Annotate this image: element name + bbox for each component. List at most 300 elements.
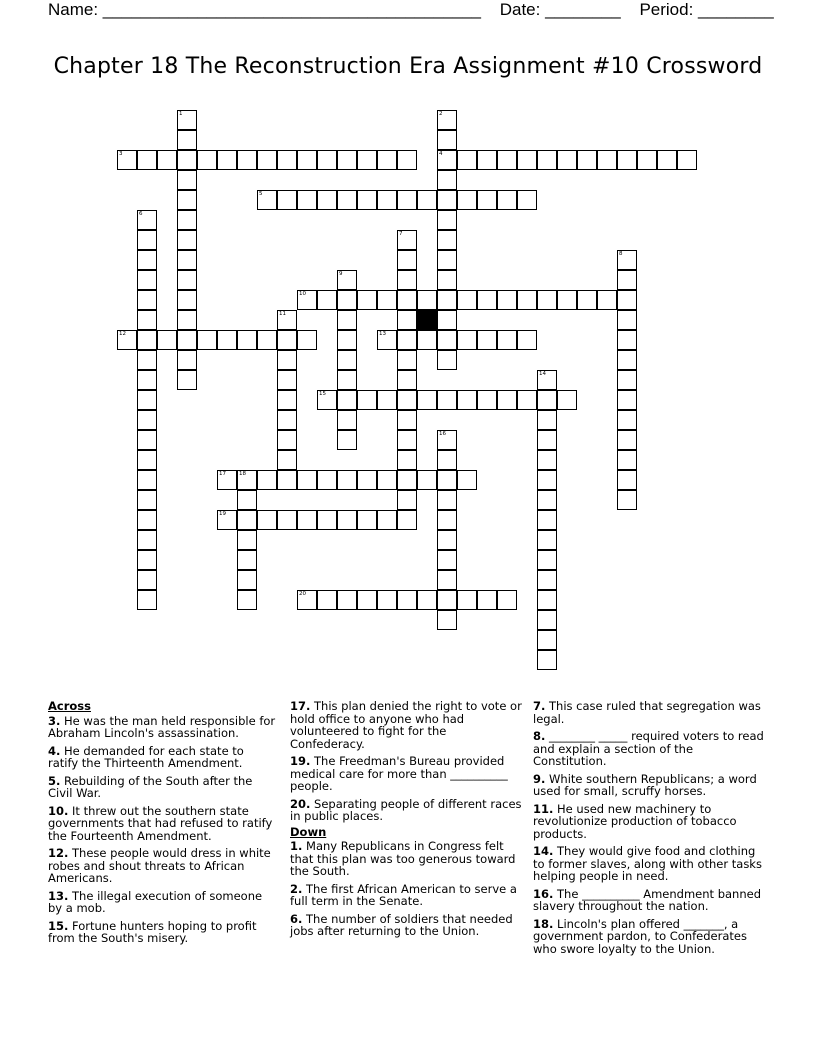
- answer-cell[interactable]: [237, 570, 257, 590]
- answer-cell[interactable]: [537, 430, 557, 450]
- clue-text: Rebuilding of the South after the Civil War.: [48, 773, 253, 800]
- cell-number: 14: [539, 371, 546, 377]
- answer-cell[interactable]: [337, 430, 357, 450]
- answer-cell[interactable]: [237, 550, 257, 570]
- answer-cell[interactable]: [597, 150, 617, 170]
- answer-cell[interactable]: [137, 210, 157, 230]
- answer-cell[interactable]: [277, 190, 297, 210]
- clue-number: 5.: [48, 773, 61, 788]
- answer-cell[interactable]: [337, 290, 357, 310]
- answer-cell[interactable]: [257, 150, 277, 170]
- answer-cell[interactable]: [137, 510, 157, 530]
- answer-cell[interactable]: [137, 330, 157, 350]
- clue-text: Many Republicans in Congress felt that this plan was too generous toward the South.: [290, 839, 516, 878]
- clue-text: They would give food and clothing to former slaves, along with other tasks helping people in need.: [533, 844, 762, 883]
- answer-cell[interactable]: [477, 330, 497, 350]
- clue-across-3: [48, 715, 276, 740]
- answer-cell[interactable]: [377, 390, 397, 410]
- answer-cell[interactable]: [137, 590, 157, 610]
- answer-cell[interactable]: [317, 150, 337, 170]
- answer-cell[interactable]: [177, 130, 197, 150]
- answer-cell[interactable]: [617, 370, 637, 390]
- answer-cell[interactable]: [477, 290, 497, 310]
- answer-cell[interactable]: [437, 130, 457, 150]
- answer-cell[interactable]: [117, 330, 137, 350]
- clue-text: The first African American to serve a full term in the Senate.: [290, 881, 517, 908]
- answer-cell[interactable]: [497, 330, 517, 350]
- answer-cell[interactable]: [377, 150, 397, 170]
- answer-cell[interactable]: [357, 190, 377, 210]
- clue-down-16: [533, 888, 769, 913]
- answer-cell[interactable]: [617, 250, 637, 270]
- answer-cell[interactable]: [657, 150, 677, 170]
- answer-cell[interactable]: [317, 190, 337, 210]
- name-field[interactable]: Name: ________________________________________: [48, 0, 481, 19]
- answer-cell[interactable]: [437, 290, 457, 310]
- answer-cell[interactable]: [357, 510, 377, 530]
- answer-cell[interactable]: [317, 510, 337, 530]
- clue-text: The number of soldiers that needed jobs after returning to the Union.: [290, 911, 513, 938]
- answer-cell[interactable]: [177, 310, 197, 330]
- answer-cell[interactable]: [397, 310, 417, 330]
- answer-cell[interactable]: [337, 470, 357, 490]
- clue-text: Lincoln's plan offered _______, a government pardon, to Confederates who swore loyalty to the Union.: [533, 916, 747, 956]
- answer-cell[interactable]: [437, 330, 457, 350]
- answer-cell[interactable]: [397, 190, 417, 210]
- answer-cell[interactable]: [537, 510, 557, 530]
- cell-number: 16: [439, 431, 446, 437]
- answer-cell[interactable]: [337, 370, 357, 390]
- answer-cell[interactable]: [537, 530, 557, 550]
- answer-cell[interactable]: [277, 390, 297, 410]
- answer-cell[interactable]: [417, 290, 437, 310]
- clue-down-18: [533, 918, 769, 956]
- answer-cell[interactable]: [537, 570, 557, 590]
- answer-cell[interactable]: [137, 310, 157, 330]
- clues-column-3: [533, 700, 769, 960]
- answer-cell[interactable]: [337, 190, 357, 210]
- answer-cell[interactable]: [277, 450, 297, 470]
- answer-cell[interactable]: [537, 290, 557, 310]
- answer-cell[interactable]: [477, 190, 497, 210]
- answer-cell[interactable]: [417, 590, 437, 610]
- answer-cell[interactable]: [397, 490, 417, 510]
- answer-cell[interactable]: [157, 150, 177, 170]
- answer-cell[interactable]: [617, 290, 637, 310]
- page-title: Chapter 18 The Reconstruction Era Assignment #10 Crossword: [53, 54, 763, 79]
- answer-cell[interactable]: [277, 310, 297, 330]
- answer-cell[interactable]: [477, 150, 497, 170]
- down-heading: Down: [290, 824, 327, 839]
- answer-cell[interactable]: [557, 290, 577, 310]
- clue-text: It threw out the southern state governments that had refused to ratify the Fourteenth Amendment.: [48, 803, 273, 843]
- answer-cell[interactable]: [437, 470, 457, 490]
- clue-text: The illegal execution of someone by a mob.: [48, 888, 263, 915]
- clue-number: 18.: [533, 916, 554, 931]
- clue-across-17: [290, 700, 524, 750]
- answer-cell[interactable]: [457, 190, 477, 210]
- answer-cell[interactable]: [137, 450, 157, 470]
- answer-cell[interactable]: [397, 410, 417, 430]
- answer-cell[interactable]: [377, 330, 397, 350]
- answer-cell[interactable]: [437, 170, 457, 190]
- answer-cell[interactable]: [357, 290, 377, 310]
- answer-cell[interactable]: [537, 490, 557, 510]
- clue-down-9: [533, 773, 769, 798]
- answer-cell[interactable]: [497, 190, 517, 210]
- answer-cell[interactable]: [137, 410, 157, 430]
- answer-cell[interactable]: [297, 510, 317, 530]
- answer-cell[interactable]: [237, 490, 257, 510]
- answer-cell[interactable]: [457, 390, 477, 410]
- clue-across-12: [48, 847, 276, 885]
- answer-cell[interactable]: [317, 470, 337, 490]
- answer-cell[interactable]: [617, 490, 637, 510]
- answer-cell[interactable]: [177, 290, 197, 310]
- answer-cell[interactable]: [617, 430, 637, 450]
- answer-cell[interactable]: [457, 470, 477, 490]
- clue-number: 4.: [48, 743, 61, 758]
- answer-cell[interactable]: [617, 450, 637, 470]
- answer-cell[interactable]: [377, 190, 397, 210]
- answer-cell[interactable]: [137, 490, 157, 510]
- answer-cell[interactable]: [537, 590, 557, 610]
- clue-down-11: [533, 803, 769, 841]
- answer-cell[interactable]: [517, 290, 537, 310]
- answer-cell[interactable]: [537, 470, 557, 490]
- answer-cell[interactable]: [237, 330, 257, 350]
- answer-cell[interactable]: [317, 390, 337, 410]
- clues-column-1: [48, 700, 276, 950]
- answer-cell[interactable]: [377, 470, 397, 490]
- answer-cell[interactable]: [437, 150, 457, 170]
- answer-cell[interactable]: [417, 470, 437, 490]
- cell-number: 11: [279, 311, 286, 317]
- answer-cell[interactable]: [197, 330, 217, 350]
- clue-text: White southern Republicans; a word used for small, scruffy horses.: [533, 771, 757, 798]
- answer-cell[interactable]: [137, 430, 157, 450]
- clue-number: 6.: [290, 911, 303, 926]
- answer-cell[interactable]: [217, 510, 237, 530]
- answer-cell[interactable]: [437, 570, 457, 590]
- clue-across-13: [48, 890, 276, 915]
- answer-cell[interactable]: [617, 150, 637, 170]
- clue-number: 11.: [533, 801, 554, 816]
- answer-cell[interactable]: [477, 390, 497, 410]
- answer-cell[interactable]: [637, 150, 657, 170]
- answer-cell[interactable]: [137, 270, 157, 290]
- cell-number: 9: [339, 271, 343, 277]
- clues-column-2: [290, 700, 524, 943]
- black-square: [417, 310, 437, 330]
- clue-number: 3.: [48, 713, 61, 728]
- answer-cell[interactable]: [397, 150, 417, 170]
- answer-cell[interactable]: [437, 430, 457, 450]
- answer-cell[interactable]: [237, 590, 257, 610]
- cell-number: 1: [179, 111, 183, 117]
- clue-number: 12.: [48, 846, 69, 860]
- answer-cell[interactable]: [517, 150, 537, 170]
- answer-cell[interactable]: [437, 190, 457, 210]
- clue-number: 14.: [533, 844, 554, 858]
- answer-cell[interactable]: [397, 390, 417, 410]
- answer-cell[interactable]: [377, 590, 397, 610]
- answer-cell[interactable]: [357, 470, 377, 490]
- answer-cell[interactable]: [537, 650, 557, 670]
- cell-number: 8: [619, 251, 623, 257]
- answer-cell[interactable]: [597, 290, 617, 310]
- answer-cell[interactable]: [357, 150, 377, 170]
- answer-cell[interactable]: [377, 290, 397, 310]
- answer-cell[interactable]: [437, 530, 457, 550]
- answer-cell[interactable]: [397, 450, 417, 470]
- answer-cell[interactable]: [417, 190, 437, 210]
- date-field[interactable]: Date: ________: [499, 0, 621, 19]
- clue-number: 8.: [533, 729, 546, 743]
- cell-number: 4: [439, 151, 443, 157]
- clue-number: 19.: [290, 754, 311, 768]
- answer-cell[interactable]: [357, 590, 377, 610]
- answer-cell[interactable]: [437, 550, 457, 570]
- answer-cell[interactable]: [137, 370, 157, 390]
- answer-cell[interactable]: [497, 290, 517, 310]
- answer-cell[interactable]: [437, 250, 457, 270]
- clue-text: The Freedman's Bureau provided medical care for more than __________ people.: [290, 754, 508, 793]
- answer-cell[interactable]: [277, 150, 297, 170]
- clue-across-15: [48, 920, 276, 945]
- answer-cell[interactable]: [297, 330, 317, 350]
- answer-cell[interactable]: [537, 550, 557, 570]
- answer-cell[interactable]: [397, 350, 417, 370]
- answer-cell[interactable]: [257, 330, 277, 350]
- clue-down-7: [533, 700, 769, 725]
- answer-cell[interactable]: [277, 430, 297, 450]
- answer-cell[interactable]: [397, 470, 417, 490]
- answer-cell[interactable]: [517, 390, 537, 410]
- answer-cell[interactable]: [177, 330, 197, 350]
- answer-cell[interactable]: [557, 390, 577, 410]
- clue-number: 1.: [290, 839, 303, 853]
- answer-cell[interactable]: [537, 370, 557, 390]
- answer-cell[interactable]: [397, 510, 417, 530]
- answer-cell[interactable]: [137, 550, 157, 570]
- cell-number: 12: [119, 331, 126, 337]
- answer-cell[interactable]: [457, 150, 477, 170]
- answer-cell[interactable]: [137, 290, 157, 310]
- answer-cell[interactable]: [317, 590, 337, 610]
- answer-cell[interactable]: [437, 110, 457, 130]
- answer-cell[interactable]: [357, 390, 377, 410]
- answer-cell[interactable]: [177, 350, 197, 370]
- answer-cell[interactable]: [337, 310, 357, 330]
- answer-cell[interactable]: [237, 150, 257, 170]
- answer-cell[interactable]: [337, 270, 357, 290]
- answer-cell[interactable]: [397, 250, 417, 270]
- answer-cell[interactable]: [437, 210, 457, 230]
- answer-cell[interactable]: [237, 530, 257, 550]
- answer-cell[interactable]: [137, 250, 157, 270]
- answer-cell[interactable]: [237, 470, 257, 490]
- clue-across-10: [48, 805, 276, 843]
- answer-cell[interactable]: [397, 290, 417, 310]
- answer-cell[interactable]: [177, 270, 197, 290]
- answer-cell[interactable]: [477, 590, 497, 610]
- answer-cell[interactable]: [217, 330, 237, 350]
- answer-cell[interactable]: [297, 470, 317, 490]
- answer-cell[interactable]: [397, 230, 417, 250]
- answer-cell[interactable]: [277, 470, 297, 490]
- cell-number: 15: [319, 391, 326, 397]
- answer-cell[interactable]: [457, 590, 477, 610]
- answer-cell[interactable]: [337, 150, 357, 170]
- clue-text: These people would dress in white robes and shout threats to African Americans.: [48, 846, 271, 885]
- answer-cell[interactable]: [137, 570, 157, 590]
- answer-cell[interactable]: [517, 330, 537, 350]
- answer-cell[interactable]: [397, 370, 417, 390]
- answer-cell[interactable]: [497, 150, 517, 170]
- answer-cell[interactable]: [617, 410, 637, 430]
- answer-cell[interactable]: [137, 530, 157, 550]
- answer-cell[interactable]: [337, 330, 357, 350]
- answer-cell[interactable]: [137, 470, 157, 490]
- answer-cell[interactable]: [437, 270, 457, 290]
- cell-number: 3: [119, 151, 123, 157]
- answer-cell[interactable]: [177, 210, 197, 230]
- answer-cell[interactable]: [317, 290, 337, 310]
- cell-number: 20: [299, 591, 306, 597]
- period-field[interactable]: Period: ________: [639, 0, 774, 19]
- clue-down-8: [533, 730, 769, 768]
- answer-cell[interactable]: [437, 450, 457, 470]
- answer-cell[interactable]: [497, 390, 517, 410]
- answer-cell[interactable]: [137, 350, 157, 370]
- answer-cell[interactable]: [257, 190, 277, 210]
- clue-down-6: [290, 913, 524, 938]
- answer-cell[interactable]: [277, 510, 297, 530]
- answer-cell[interactable]: [177, 190, 197, 210]
- answer-cell[interactable]: [117, 150, 137, 170]
- answer-cell[interactable]: [297, 190, 317, 210]
- clue-number: 2.: [290, 881, 303, 896]
- answer-cell[interactable]: [437, 510, 457, 530]
- answer-cell[interactable]: [177, 250, 197, 270]
- answer-cell[interactable]: [537, 610, 557, 630]
- answer-cell[interactable]: [397, 590, 417, 610]
- answer-cell[interactable]: [437, 230, 457, 250]
- answer-cell[interactable]: [457, 330, 477, 350]
- answer-cell[interactable]: [217, 470, 237, 490]
- answer-cell[interactable]: [437, 310, 457, 330]
- answer-cell[interactable]: [537, 150, 557, 170]
- answer-cell[interactable]: [677, 150, 697, 170]
- answer-cell[interactable]: [337, 510, 357, 530]
- clue-text: This case ruled that segregation was legal.: [533, 699, 761, 726]
- answer-cell[interactable]: [577, 150, 597, 170]
- answer-cell[interactable]: [397, 270, 417, 290]
- clue-across-4: [48, 745, 276, 770]
- answer-cell[interactable]: [337, 350, 357, 370]
- answer-cell[interactable]: [437, 590, 457, 610]
- answer-cell[interactable]: [177, 150, 197, 170]
- clue-text: This plan denied the right to vote or hold office to anyone who had volunteered to fight for the Confederacy.: [290, 699, 522, 751]
- answer-cell[interactable]: [177, 370, 197, 390]
- answer-cell[interactable]: [137, 230, 157, 250]
- answer-cell[interactable]: [617, 270, 637, 290]
- answer-cell[interactable]: [177, 110, 197, 130]
- answer-cell[interactable]: [397, 430, 417, 450]
- clue-number: 16.: [533, 886, 554, 901]
- answer-cell[interactable]: [417, 390, 437, 410]
- answer-cell[interactable]: [277, 410, 297, 430]
- answer-cell[interactable]: [577, 290, 597, 310]
- cell-number: 18: [239, 471, 246, 477]
- answer-cell[interactable]: [277, 330, 297, 350]
- across-heading: Across: [48, 699, 91, 713]
- answer-cell[interactable]: [617, 470, 637, 490]
- answer-cell[interactable]: [277, 370, 297, 390]
- answer-cell[interactable]: [537, 390, 557, 410]
- answer-cell[interactable]: [617, 310, 637, 330]
- answer-cell[interactable]: [437, 350, 457, 370]
- answer-cell[interactable]: [157, 330, 177, 350]
- answer-cell[interactable]: [257, 470, 277, 490]
- answer-cell[interactable]: [617, 330, 637, 350]
- answer-cell[interactable]: [377, 510, 397, 530]
- answer-cell[interactable]: [457, 290, 477, 310]
- answer-cell[interactable]: [197, 150, 217, 170]
- answer-cell[interactable]: [177, 230, 197, 250]
- answer-cell[interactable]: [297, 590, 317, 610]
- answer-cell[interactable]: [297, 150, 317, 170]
- clue-across-5: [48, 775, 276, 800]
- clue-text: He was the man held responsible for Abraham Lincoln's assassination.: [48, 713, 276, 740]
- clue-down-14: [533, 845, 769, 883]
- clue-across-20: [290, 798, 524, 823]
- clue-number: 17.: [290, 699, 311, 713]
- cell-number: 10: [299, 291, 306, 297]
- answer-cell[interactable]: [437, 390, 457, 410]
- answer-cell[interactable]: [237, 510, 257, 530]
- answer-cell[interactable]: [417, 330, 437, 350]
- answer-cell[interactable]: [557, 150, 577, 170]
- cell-number: 19: [219, 511, 226, 517]
- clue-text: Fortune hunters hoping to profit from the South's misery.: [48, 918, 257, 945]
- answer-cell[interactable]: [257, 510, 277, 530]
- answer-cell[interactable]: [617, 390, 637, 410]
- answer-cell[interactable]: [337, 390, 357, 410]
- answer-cell[interactable]: [217, 150, 237, 170]
- answer-cell[interactable]: [337, 590, 357, 610]
- clue-down-1: [290, 840, 524, 878]
- answer-cell[interactable]: [537, 410, 557, 430]
- cell-number: 5: [259, 191, 263, 197]
- answer-cell[interactable]: [137, 150, 157, 170]
- answer-cell[interactable]: [437, 490, 457, 510]
- answer-cell[interactable]: [337, 410, 357, 430]
- answer-cell[interactable]: [517, 190, 537, 210]
- clue-text: The __________ Amendment banned slavery throughout the nation.: [533, 886, 761, 913]
- answer-cell[interactable]: [537, 630, 557, 650]
- answer-cell[interactable]: [497, 590, 517, 610]
- answer-cell[interactable]: [437, 610, 457, 630]
- answer-cell[interactable]: [277, 350, 297, 370]
- answer-cell[interactable]: [177, 170, 197, 190]
- answer-cell[interactable]: [397, 330, 417, 350]
- answer-cell[interactable]: [297, 290, 317, 310]
- answer-cell[interactable]: [537, 450, 557, 470]
- answer-cell[interactable]: [137, 390, 157, 410]
- answer-cell[interactable]: [617, 350, 637, 370]
